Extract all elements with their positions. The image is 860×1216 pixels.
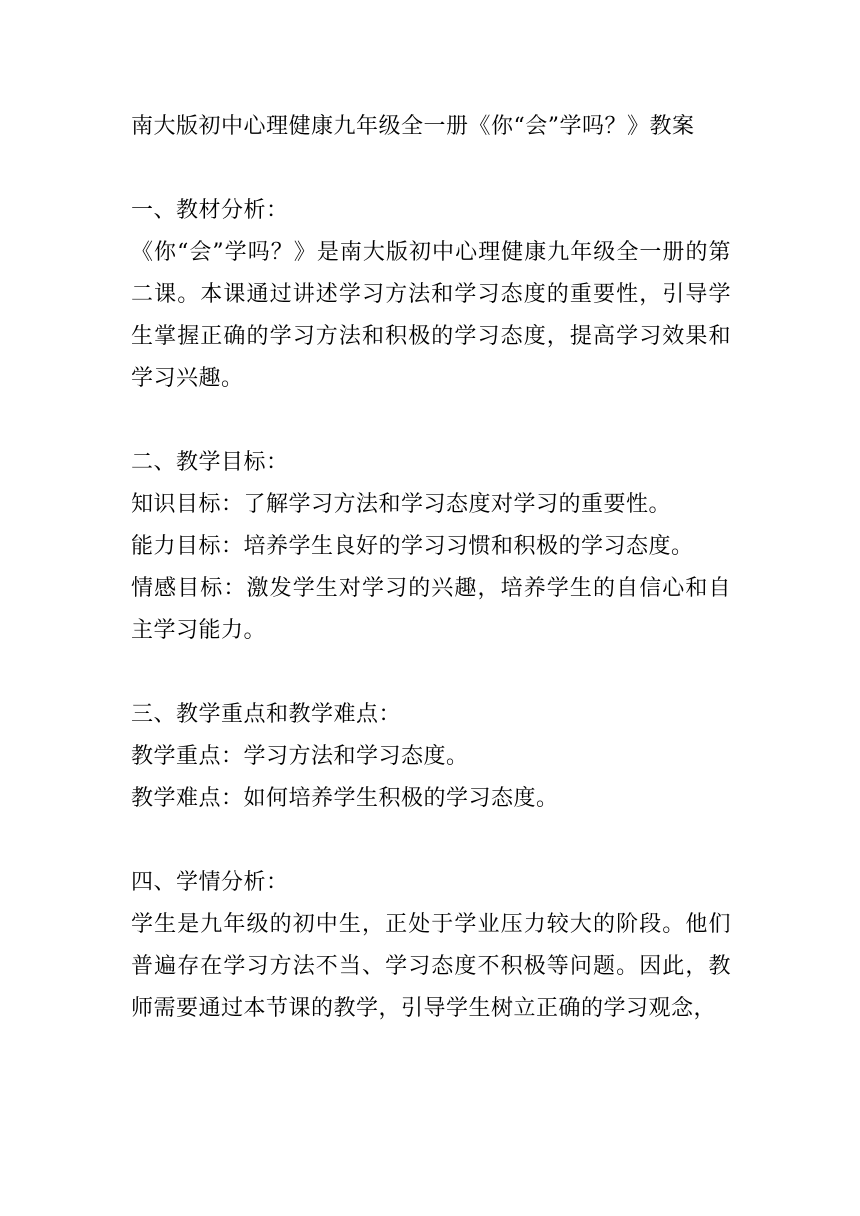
section-key-points [131, 694, 731, 820]
section-heading: 二、教学目标： [131, 450, 289, 475]
goal-knowledge: 知识目标：了解学习方法和学习态度对学习的重要性。 [131, 492, 672, 517]
section-heading: 一、教材分析： [131, 198, 289, 223]
section-paragraph: 学生是九年级的初中生，正处于学业压力较大的阶段。他们普遍存在学习方法不当、学习态度不积极等问题。因此，教师需要通过本节课的教学，引导学生树立正确的学习观念， [131, 912, 731, 1021]
section-paragraph: 《你“会”学吗？》是南大版初中心理健康九年级全一册的第二课。本课通过讲述学习方法和学习态度的重要性，引导学生掌握正确的学习方法和积极的学习态度，提高学习效果和学习兴趣。 [131, 240, 731, 391]
document-title: 南大版初中心理健康九年级全一册《你“会”学吗？》教案 [131, 114, 695, 139]
document-page [131, 106, 731, 1030]
section-student-analysis [131, 862, 731, 1030]
section-heading: 四、学情分析： [131, 870, 289, 895]
goal-ability: 能力目标：培养学生良好的学习习惯和积极的学习态度。 [131, 534, 694, 559]
section-heading: 三、教学重点和教学难点： [131, 702, 402, 727]
key-point: 教学重点：学习方法和学习态度。 [131, 744, 469, 769]
goal-emotion: 情感目标：激发学生对学习的兴趣，培养学生的自信心和自主学习能力。 [131, 576, 731, 643]
section-teaching-goals [131, 442, 731, 652]
difficult-point: 教学难点：如何培养学生积极的学习态度。 [131, 786, 559, 811]
section-textbook-analysis [131, 190, 731, 400]
